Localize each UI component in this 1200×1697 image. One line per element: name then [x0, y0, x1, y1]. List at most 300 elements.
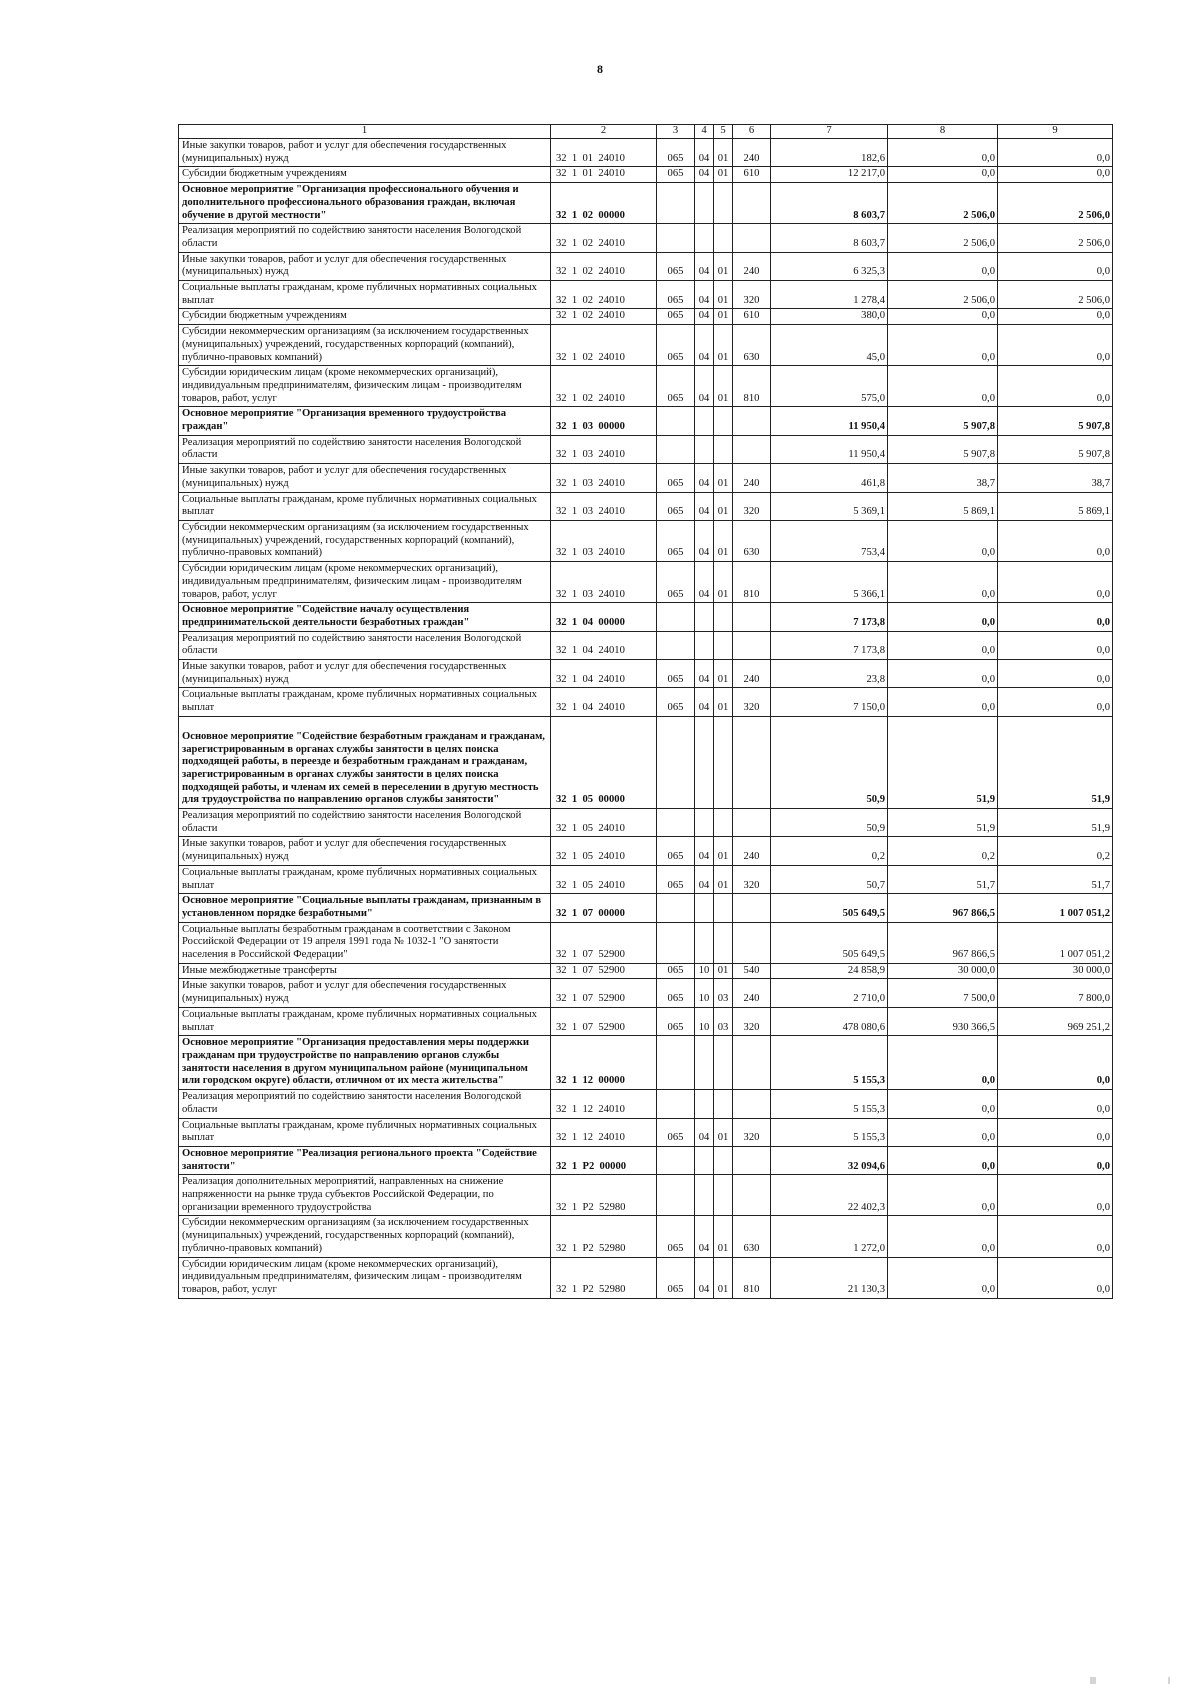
amount-col-7: 5 155,3 [771, 1036, 888, 1090]
budget-code: 32 1 07 52900 [551, 1007, 657, 1035]
row-name: Основное мероприятие "Организация профессионального обучения и дополнительного профессионального образования граждан, включая обучение в другой местности" [179, 183, 551, 224]
expense-type-code [733, 224, 771, 252]
amount-col-8: 0,0 [888, 325, 998, 366]
expense-type-code [733, 1146, 771, 1174]
amount-col-9: 0,0 [998, 660, 1113, 688]
department-code: 065 [657, 167, 695, 183]
row-name: Социальные выплаты гражданам, кроме публичных нормативных социальных выплат [179, 281, 551, 309]
section-code [695, 603, 714, 631]
amount-col-9: 51,7 [998, 865, 1113, 893]
amount-col-9: 0,0 [998, 252, 1113, 280]
table-row [179, 1036, 1113, 1090]
header-cell: 4 [695, 125, 714, 139]
table-row [179, 809, 1113, 837]
table-row [179, 366, 1113, 407]
amount-col-7: 50,9 [771, 809, 888, 837]
amount-col-9: 5 907,8 [998, 435, 1113, 463]
budget-code: 32 1 05 24010 [551, 837, 657, 865]
header-cell: 5 [714, 125, 733, 139]
table-row [179, 865, 1113, 893]
budget-code: 32 1 05 00000 [551, 716, 657, 808]
subsection-code: 01 [714, 281, 733, 309]
section-code [695, 1146, 714, 1174]
expense-type-code [733, 1036, 771, 1090]
section-code: 04 [695, 325, 714, 366]
section-code: 04 [695, 1216, 714, 1257]
amount-col-9: 1 007 051,2 [998, 894, 1113, 922]
amount-col-9: 51,9 [998, 809, 1113, 837]
budget-table [178, 124, 1113, 1299]
amount-col-9: 5 907,8 [998, 407, 1113, 435]
department-code [657, 224, 695, 252]
department-code: 065 [657, 1007, 695, 1035]
section-code: 04 [695, 281, 714, 309]
expense-type-code: 610 [733, 309, 771, 325]
scan-mark: ǀ [1168, 1676, 1171, 1687]
table-row [179, 492, 1113, 520]
department-code [657, 603, 695, 631]
table-row [179, 407, 1113, 435]
row-name: Субсидии бюджетным учреждениям [179, 309, 551, 325]
subsection-code: 01 [714, 325, 733, 366]
subsection-code: 01 [714, 252, 733, 280]
amount-col-8: 5 869,1 [888, 492, 998, 520]
amount-col-7: 45,0 [771, 325, 888, 366]
amount-col-9: 0,0 [998, 167, 1113, 183]
section-code: 04 [695, 492, 714, 520]
row-name: Основное мероприятие "Организация предоставления меры поддержки гражданам при трудоустройстве по направлению органов службы занятости населения в другом муниципальном районе (муниципальном или городском округе) области, отличном от их места жительства" [179, 1036, 551, 1090]
expense-type-code [733, 894, 771, 922]
department-code: 065 [657, 660, 695, 688]
budget-code: 32 1 02 00000 [551, 183, 657, 224]
subsection-code: 01 [714, 865, 733, 893]
amount-col-9: 0,0 [998, 1257, 1113, 1298]
section-code: 04 [695, 139, 714, 167]
row-name: Иные закупки товаров, работ и услуг для обеспечения государственных (муниципальных) нужд [179, 837, 551, 865]
section-code [695, 183, 714, 224]
amount-col-8: 0,0 [888, 1146, 998, 1174]
expense-type-code: 630 [733, 520, 771, 561]
amount-col-8: 0,0 [888, 660, 998, 688]
amount-col-7: 505 649,5 [771, 922, 888, 963]
amount-col-7: 5 155,3 [771, 1118, 888, 1146]
table-row [179, 167, 1113, 183]
table-row [179, 183, 1113, 224]
amount-col-8: 0,0 [888, 309, 998, 325]
row-name: Иные закупки товаров, работ и услуг для обеспечения государственных (муниципальных) нужд [179, 139, 551, 167]
row-name: Основное мероприятие "Реализация регионального проекта "Содействие занятости" [179, 1146, 551, 1174]
table-row [179, 1090, 1113, 1118]
header-cell: 6 [733, 125, 771, 139]
budget-code: 32 1 03 24010 [551, 435, 657, 463]
budget-code: 32 1 02 24010 [551, 325, 657, 366]
amount-col-9: 0,0 [998, 520, 1113, 561]
table-row [179, 562, 1113, 603]
amount-col-7: 5 366,1 [771, 562, 888, 603]
expense-type-code [733, 922, 771, 963]
amount-col-9: 38,7 [998, 464, 1113, 492]
department-code: 065 [657, 492, 695, 520]
budget-code: 32 1 05 24010 [551, 809, 657, 837]
section-code: 04 [695, 562, 714, 603]
table-row [179, 631, 1113, 659]
subsection-code: 01 [714, 366, 733, 407]
row-name: Социальные выплаты гражданам, кроме публичных нормативных социальных выплат [179, 492, 551, 520]
budget-code: 32 1 02 24010 [551, 366, 657, 407]
table-row [179, 660, 1113, 688]
amount-col-9: 2 506,0 [998, 183, 1113, 224]
budget-code: 32 1 03 24010 [551, 562, 657, 603]
table-row [179, 309, 1113, 325]
subsection-code: 01 [714, 139, 733, 167]
amount-col-7: 21 130,3 [771, 1257, 888, 1298]
budget-code: 32 1 P2 52980 [551, 1257, 657, 1298]
budget-code: 32 1 07 52900 [551, 922, 657, 963]
row-name: Основное мероприятие "Организация временного трудоустройства граждан" [179, 407, 551, 435]
amount-col-7: 8 603,7 [771, 183, 888, 224]
subsection-code: 01 [714, 660, 733, 688]
amount-col-9: 0,0 [998, 603, 1113, 631]
page-number: 8 [597, 62, 603, 76]
row-name: Реализация мероприятий по содействию занятости населения Вологодской области [179, 809, 551, 837]
expense-type-code: 810 [733, 366, 771, 407]
row-name: Реализация мероприятий по содействию занятости населения Вологодской области [179, 224, 551, 252]
expense-type-code [733, 631, 771, 659]
amount-col-8: 0,0 [888, 631, 998, 659]
table-row [179, 1216, 1113, 1257]
row-name: Социальные выплаты безработным гражданам в соответствии с Законом Российской Федерации от 19 апреля 1991 года № 1032-1 "О занятости населения в Российской Федерации" [179, 922, 551, 963]
row-name: Социальные выплаты гражданам, кроме публичных нормативных социальных выплат [179, 1007, 551, 1035]
table-row [179, 1175, 1113, 1216]
budget-code: 32 1 07 00000 [551, 894, 657, 922]
subsection-code: 01 [714, 309, 733, 325]
expense-type-code: 240 [733, 464, 771, 492]
row-name: Социальные выплаты гражданам, кроме публичных нормативных социальных выплат [179, 688, 551, 716]
amount-col-8: 0,2 [888, 837, 998, 865]
row-name: Реализация дополнительных мероприятий, направленных на снижение напряженности на рынке труда субъектов Российской Федерации, по организации временного трудоустройства [179, 1175, 551, 1216]
department-code [657, 407, 695, 435]
row-name: Реализация мероприятий по содействию занятости населения Вологодской области [179, 435, 551, 463]
amount-col-7: 7 173,8 [771, 603, 888, 631]
budget-code: 32 1 03 24010 [551, 520, 657, 561]
subsection-code [714, 1090, 733, 1118]
amount-col-9: 0,0 [998, 562, 1113, 603]
row-name: Социальные выплаты гражданам, кроме публичных нормативных социальных выплат [179, 865, 551, 893]
row-name: Иные межбюджетные трансферты [179, 963, 551, 979]
department-code: 065 [657, 562, 695, 603]
expense-type-code [733, 1090, 771, 1118]
subsection-code: 03 [714, 979, 733, 1007]
amount-col-7: 505 649,5 [771, 894, 888, 922]
subsection-code: 01 [714, 520, 733, 561]
amount-col-9: 1 007 051,2 [998, 922, 1113, 963]
amount-col-7: 12 217,0 [771, 167, 888, 183]
table-row [179, 1118, 1113, 1146]
amount-col-7: 753,4 [771, 520, 888, 561]
expense-type-code [733, 1175, 771, 1216]
scan-mark: ǀǀǀ [1090, 1676, 1097, 1687]
section-code: 10 [695, 979, 714, 1007]
budget-code: 32 1 07 52900 [551, 963, 657, 979]
amount-col-9: 0,0 [998, 309, 1113, 325]
table-row [179, 139, 1113, 167]
amount-col-8: 2 506,0 [888, 224, 998, 252]
amount-col-8: 2 506,0 [888, 281, 998, 309]
amount-col-7: 7 173,8 [771, 631, 888, 659]
budget-code: 32 1 02 24010 [551, 281, 657, 309]
budget-code: 32 1 P2 52980 [551, 1216, 657, 1257]
amount-col-9: 0,0 [998, 1216, 1113, 1257]
department-code [657, 183, 695, 224]
amount-col-7: 50,9 [771, 716, 888, 808]
budget-code: 32 1 04 24010 [551, 631, 657, 659]
section-code: 04 [695, 464, 714, 492]
amount-col-7: 5 155,3 [771, 1090, 888, 1118]
amount-col-9: 2 506,0 [998, 224, 1113, 252]
table-row [179, 1146, 1113, 1174]
department-code: 065 [657, 688, 695, 716]
expense-type-code: 240 [733, 837, 771, 865]
amount-col-7: 575,0 [771, 366, 888, 407]
subsection-code: 01 [714, 688, 733, 716]
amount-col-9: 0,0 [998, 139, 1113, 167]
expense-type-code: 240 [733, 660, 771, 688]
amount-col-9: 0,0 [998, 688, 1113, 716]
subsection-code [714, 407, 733, 435]
expense-type-code: 240 [733, 139, 771, 167]
department-code: 065 [657, 963, 695, 979]
section-code [695, 1090, 714, 1118]
header-cell: 8 [888, 125, 998, 139]
amount-col-8: 0,0 [888, 562, 998, 603]
expense-type-code [733, 716, 771, 808]
amount-col-7: 2 710,0 [771, 979, 888, 1007]
amount-col-8: 0,0 [888, 366, 998, 407]
subsection-code: 01 [714, 1257, 733, 1298]
section-code: 04 [695, 688, 714, 716]
subsection-code [714, 1175, 733, 1216]
table-row [179, 224, 1113, 252]
amount-col-9: 0,0 [998, 366, 1113, 407]
section-code: 04 [695, 252, 714, 280]
section-code [695, 922, 714, 963]
section-code: 04 [695, 1118, 714, 1146]
row-name: Субсидии юридическим лицам (кроме некоммерческих организаций), индивидуальным предпринимателям, физическим лицам - производителям товаров, работ, услуг [179, 366, 551, 407]
department-code: 065 [657, 325, 695, 366]
table-row [179, 464, 1113, 492]
department-code [657, 716, 695, 808]
expense-type-code: 320 [733, 281, 771, 309]
budget-code: 32 1 01 24010 [551, 139, 657, 167]
section-code [695, 1175, 714, 1216]
department-code [657, 1036, 695, 1090]
expense-type-code: 810 [733, 562, 771, 603]
header-cell: 9 [998, 125, 1113, 139]
amount-col-8: 967 866,5 [888, 894, 998, 922]
row-name: Основное мероприятие "Содействие безработным гражданам и гражданам, зарегистрированным в органах службы занятости в целях поиска подходящей работы, в переезде и безработным гражданам и гражданам, зарегистрированным в органах службы занятости в целях поиска подходящей работы, и членам их семей в переселении в другую местность для трудоустройства по направлению органов службы занятости" [179, 716, 551, 808]
table-row [179, 837, 1113, 865]
amount-col-8: 5 907,8 [888, 435, 998, 463]
amount-col-8: 51,7 [888, 865, 998, 893]
amount-col-9: 0,0 [998, 1090, 1113, 1118]
table-row [179, 716, 1113, 808]
row-name: Основное мероприятие "Социальные выплаты гражданам, признанным в установленном порядке безработными" [179, 894, 551, 922]
subsection-code [714, 716, 733, 808]
amount-col-9: 0,0 [998, 631, 1113, 659]
expense-type-code [733, 407, 771, 435]
expense-type-code: 240 [733, 252, 771, 280]
amount-col-9: 0,0 [998, 325, 1113, 366]
table-header-row [179, 125, 1113, 139]
amount-col-9: 0,2 [998, 837, 1113, 865]
expense-type-code: 320 [733, 865, 771, 893]
expense-type-code [733, 603, 771, 631]
department-code [657, 1146, 695, 1174]
row-name: Иные закупки товаров, работ и услуг для обеспечения государственных (муниципальных) нужд [179, 252, 551, 280]
budget-code: 32 1 02 24010 [551, 224, 657, 252]
budget-code: 32 1 05 24010 [551, 865, 657, 893]
amount-col-9: 0,0 [998, 1118, 1113, 1146]
row-name: Субсидии юридическим лицам (кроме некоммерческих организаций), индивидуальным предпринимателям, физическим лицам - производителям товаров, работ, услуг [179, 562, 551, 603]
amount-col-8: 967 866,5 [888, 922, 998, 963]
row-name: Субсидии бюджетным учреждениям [179, 167, 551, 183]
budget-code: 32 1 04 00000 [551, 603, 657, 631]
amount-col-8: 30 000,0 [888, 963, 998, 979]
table-row [179, 963, 1113, 979]
amount-col-7: 24 858,9 [771, 963, 888, 979]
row-name: Иные закупки товаров, работ и услуг для обеспечения государственных (муниципальных) нужд [179, 660, 551, 688]
amount-col-9: 30 000,0 [998, 963, 1113, 979]
subsection-code [714, 1036, 733, 1090]
expense-type-code [733, 435, 771, 463]
department-code [657, 894, 695, 922]
section-code: 10 [695, 963, 714, 979]
section-code: 10 [695, 1007, 714, 1035]
row-name: Субсидии некоммерческим организациям (за исключением государственных (муниципальных) учреждений, государственных корпораций (компаний), публично-правовых компаний) [179, 1216, 551, 1257]
header-cell: 3 [657, 125, 695, 139]
table-row [179, 281, 1113, 309]
department-code [657, 631, 695, 659]
amount-col-8: 38,7 [888, 464, 998, 492]
department-code: 065 [657, 366, 695, 407]
amount-col-8: 51,9 [888, 809, 998, 837]
department-code: 065 [657, 464, 695, 492]
amount-col-7: 1 278,4 [771, 281, 888, 309]
amount-col-7: 8 603,7 [771, 224, 888, 252]
expense-type-code [733, 809, 771, 837]
section-code [695, 631, 714, 659]
expense-type-code: 320 [733, 1007, 771, 1035]
subsection-code: 01 [714, 562, 733, 603]
budget-code: 32 1 01 24010 [551, 167, 657, 183]
department-code: 065 [657, 252, 695, 280]
row-name: Реализация мероприятий по содействию занятости населения Вологодской области [179, 631, 551, 659]
subsection-code [714, 809, 733, 837]
amount-col-7: 1 272,0 [771, 1216, 888, 1257]
amount-col-8: 7 500,0 [888, 979, 998, 1007]
amount-col-9: 51,9 [998, 716, 1113, 808]
row-name: Реализация мероприятий по содействию занятости населения Вологодской области [179, 1090, 551, 1118]
budget-code: 32 1 12 00000 [551, 1036, 657, 1090]
section-code [695, 435, 714, 463]
department-code: 065 [657, 281, 695, 309]
subsection-code: 01 [714, 492, 733, 520]
subsection-code [714, 922, 733, 963]
amount-col-7: 7 150,0 [771, 688, 888, 716]
section-code [695, 894, 714, 922]
amount-col-7: 461,8 [771, 464, 888, 492]
department-code: 065 [657, 139, 695, 167]
section-code [695, 809, 714, 837]
table-row [179, 520, 1113, 561]
table-row [179, 1257, 1113, 1298]
department-code: 065 [657, 520, 695, 561]
subsection-code: 01 [714, 167, 733, 183]
section-code [695, 224, 714, 252]
amount-col-9: 0,0 [998, 1175, 1113, 1216]
budget-code: 32 1 03 00000 [551, 407, 657, 435]
budget-code: 32 1 03 24010 [551, 464, 657, 492]
amount-col-9: 969 251,2 [998, 1007, 1113, 1035]
department-code [657, 1090, 695, 1118]
row-name: Иные закупки товаров, работ и услуг для обеспечения государственных (муниципальных) нужд [179, 464, 551, 492]
table-row [179, 252, 1113, 280]
expense-type-code: 630 [733, 1216, 771, 1257]
subsection-code: 01 [714, 963, 733, 979]
amount-col-8: 0,0 [888, 1257, 998, 1298]
amount-col-8: 51,9 [888, 716, 998, 808]
amount-col-7: 11 950,4 [771, 407, 888, 435]
department-code: 065 [657, 865, 695, 893]
subsection-code [714, 631, 733, 659]
subsection-code: 01 [714, 1118, 733, 1146]
table-row [179, 603, 1113, 631]
subsection-code [714, 1146, 733, 1174]
section-code [695, 1036, 714, 1090]
department-code: 065 [657, 309, 695, 325]
section-code: 04 [695, 865, 714, 893]
amount-col-7: 32 094,6 [771, 1146, 888, 1174]
budget-code: 32 1 04 24010 [551, 660, 657, 688]
amount-col-8: 0,0 [888, 603, 998, 631]
expense-type-code: 540 [733, 963, 771, 979]
amount-col-9: 2 506,0 [998, 281, 1113, 309]
section-code: 04 [695, 837, 714, 865]
subsection-code: 01 [714, 1216, 733, 1257]
budget-code: 32 1 04 24010 [551, 688, 657, 716]
amount-col-9: 5 869,1 [998, 492, 1113, 520]
header-cell: 7 [771, 125, 888, 139]
amount-col-9: 0,0 [998, 1146, 1113, 1174]
expense-type-code: 320 [733, 688, 771, 716]
amount-col-7: 11 950,4 [771, 435, 888, 463]
subsection-code [714, 224, 733, 252]
section-code: 04 [695, 366, 714, 407]
department-code [657, 922, 695, 963]
section-code: 04 [695, 660, 714, 688]
expense-type-code: 810 [733, 1257, 771, 1298]
row-name: Субсидии юридическим лицам (кроме некоммерческих организаций), индивидуальным предпринимателям, физическим лицам - производителям товаров, работ, услуг [179, 1257, 551, 1298]
amount-col-8: 0,0 [888, 1118, 998, 1146]
amount-col-7: 478 080,6 [771, 1007, 888, 1035]
amount-col-7: 23,8 [771, 660, 888, 688]
expense-type-code: 610 [733, 167, 771, 183]
department-code [657, 1175, 695, 1216]
amount-col-7: 6 325,3 [771, 252, 888, 280]
section-code: 04 [695, 167, 714, 183]
amount-col-7: 182,6 [771, 139, 888, 167]
department-code: 065 [657, 1257, 695, 1298]
